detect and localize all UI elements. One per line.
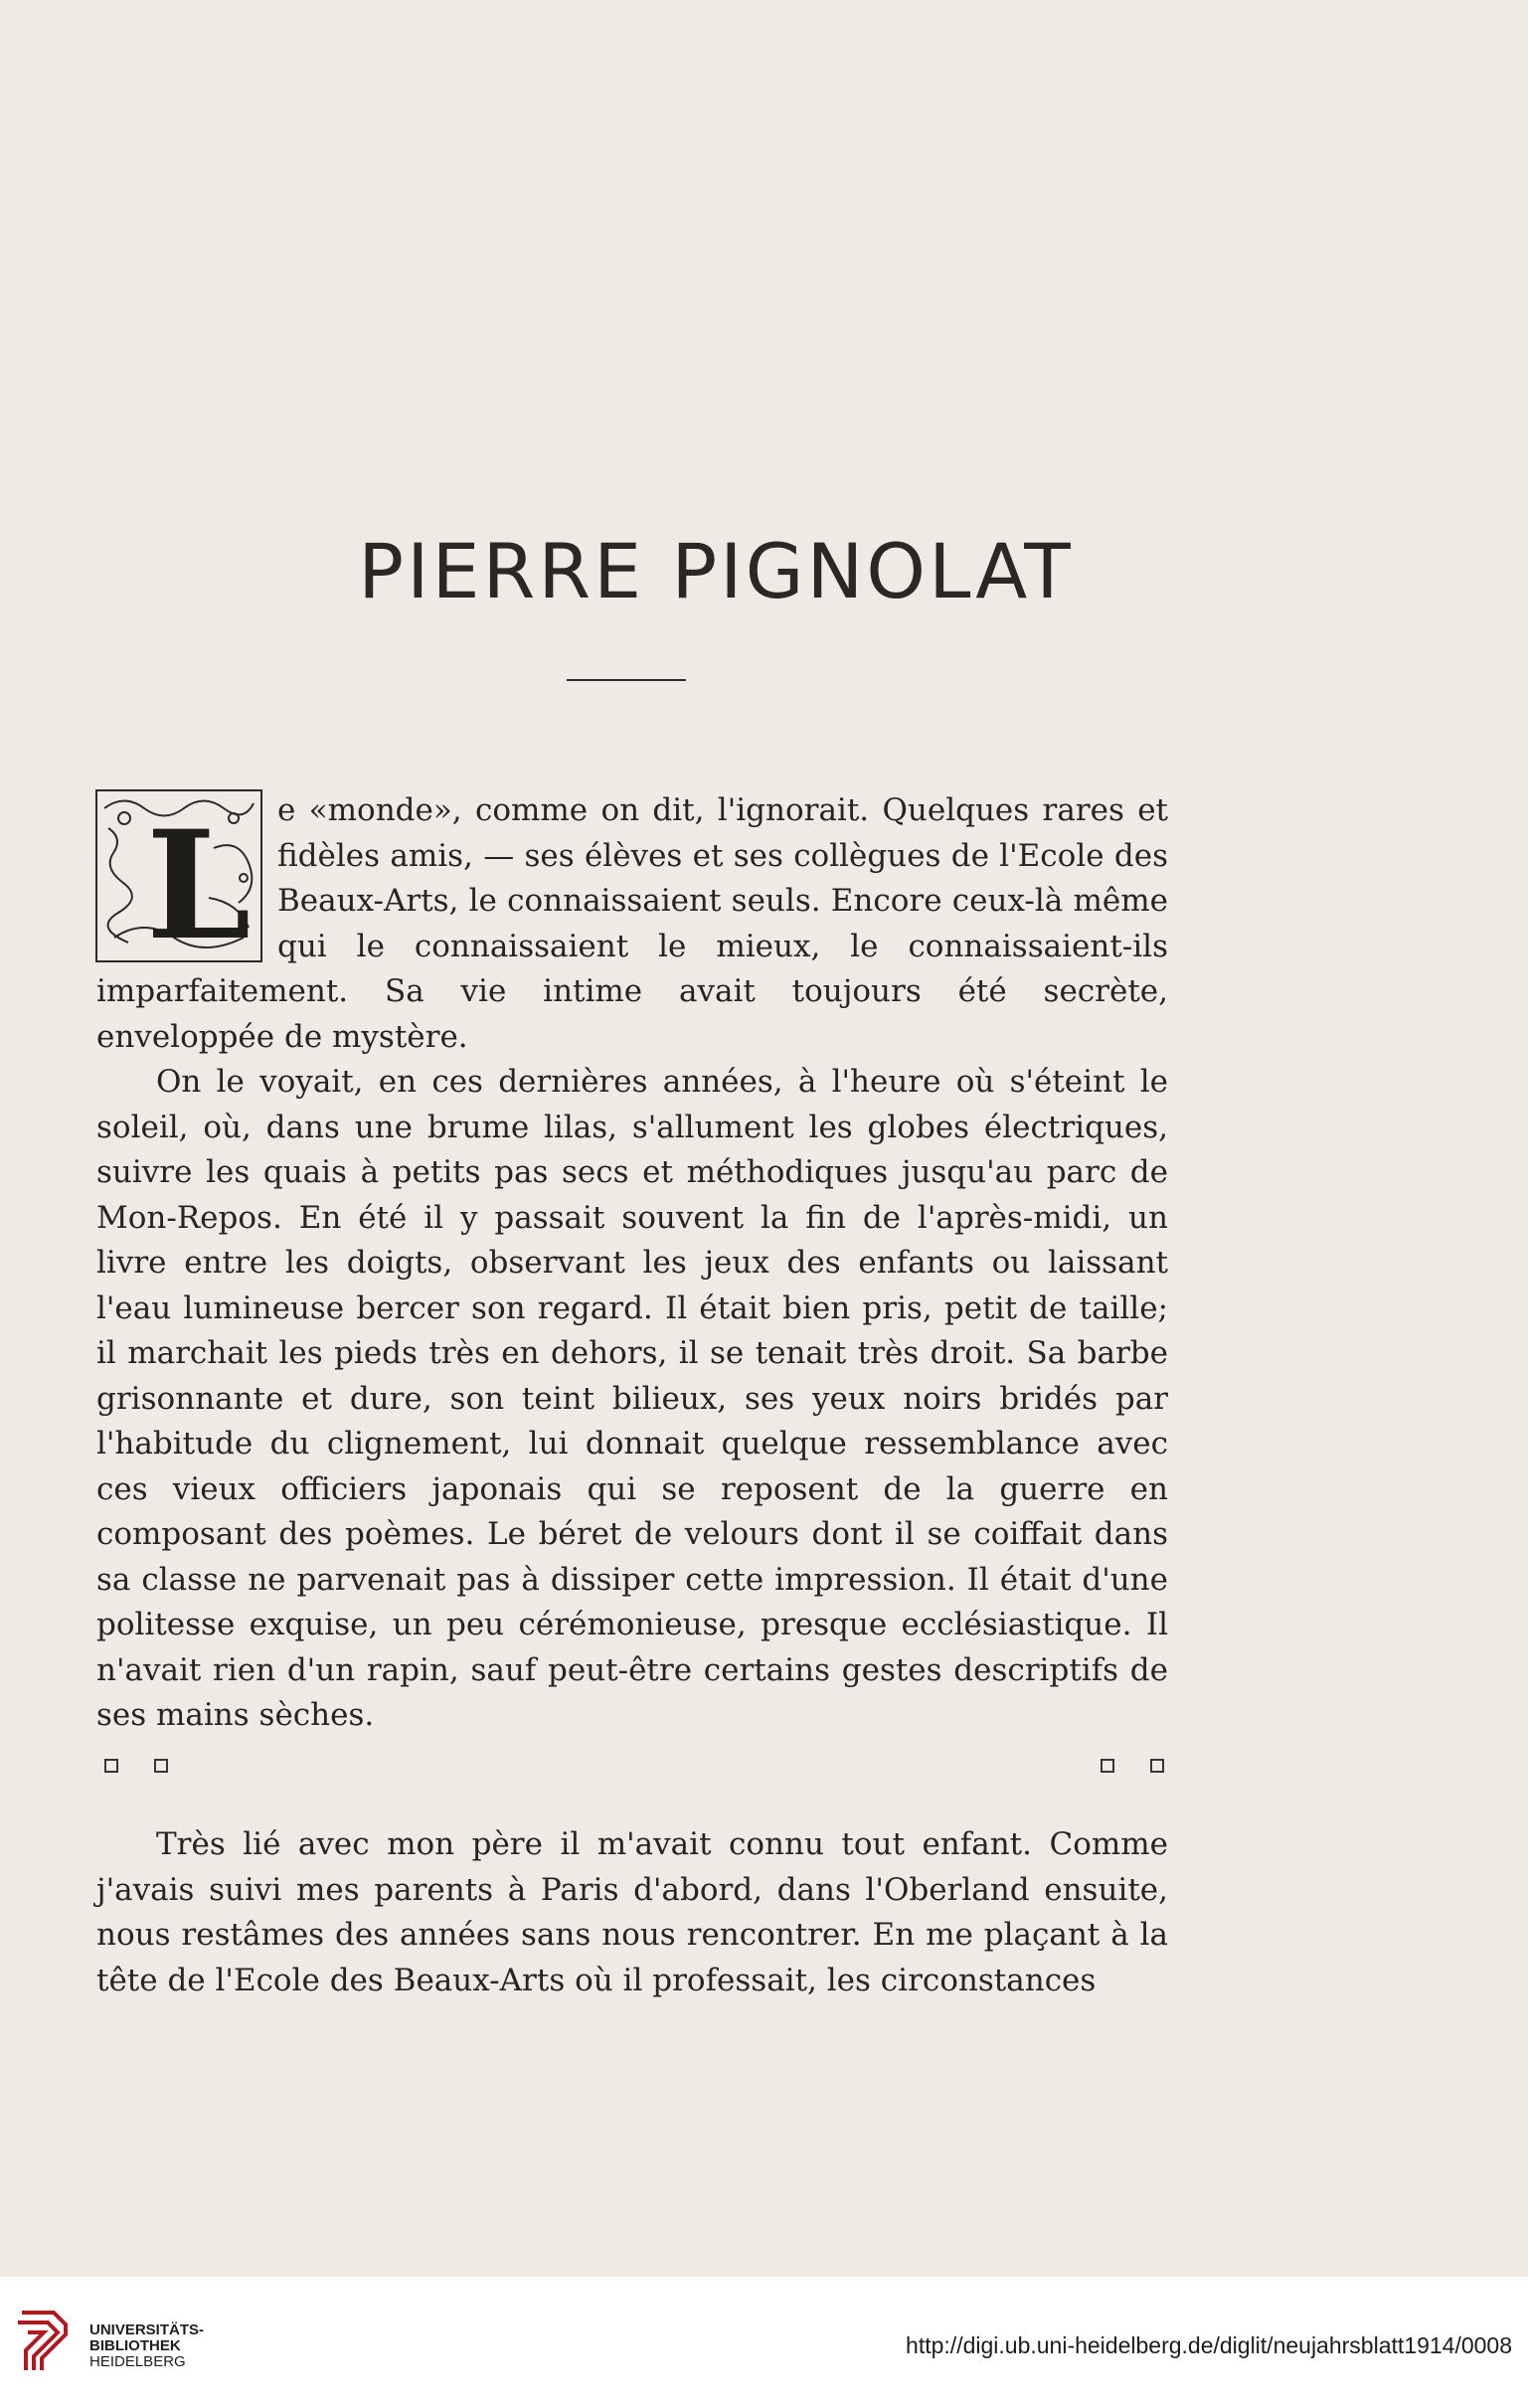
footer-bar	[0, 2277, 1528, 2408]
paragraph-2: On le voyait, en ces dernières années, à l'heure où s'éteint le soleil, où, dans une brume lilas, s'allument les globes électriques, suivre les quais à petits pas secs et méthodiques jusqu'au parc de Mon-Repos. En été il y passait souvent la fin de l'après-midi, un livre entre les doigts, observant les jeux des enfants ou laissant l'eau lumineuse bercer son regard. Il était bien pris, petit de taille; il marchait les pieds très en dehors, il se tenait très droit. Sa barbe grisonnante et dure, son teint bilieux, ses yeux noirs bridés par l'habitude du clignement, lui donnait quelque ressemblance avec ces vieux officiers japonais qui se reposent de la guerre en composant des poèmes. Le béret de velours dont il se coiffait dans sa classe ne parvenait pas à dissiper cette impression. Il était d'une politesse exquise, un peu cérémonieuse, presque ecclésiastique. Il n'avait rien d'un rapin, sauf peut-être certains gestes descriptifs de ses mains sèches.	[96, 1064, 1168, 1733]
ornamental-dropcap-icon	[94, 788, 263, 963]
paragraph-3: Très lié avec mon père il m'avait connu tout enfant. Comme j'avais suivi mes parents à Paris d'abord, dans l'Oberland ensuite, nous restâmes des années sans nous rencontrer. En me plaçant à la tête de l'Ecole des Beaux-Arts où il professait, les circonstances	[96, 1826, 1168, 1998]
library-name-line-3: HEIDELBERG	[89, 2353, 186, 2370]
page-title: PIERRE PIGNOLAT	[358, 527, 1074, 615]
section-separator	[96, 1752, 1168, 1782]
library-name	[89, 2322, 204, 2370]
separator-square-icon	[1101, 1759, 1114, 1773]
separator-square-icon	[154, 1759, 168, 1773]
dropcap-letter: L	[146, 798, 252, 963]
ub-heidelberg-logo-icon	[14, 2305, 76, 2374]
separator-square-icon	[1150, 1759, 1164, 1773]
library-name-line-2: BIBLIOTHEK	[89, 2337, 181, 2354]
paragraph-1-text: e «monde», comme on dit, l'ignorait. Quelques rares et fidèles amis, — ses élèves et ses collègues de l'Ecole des Beaux-Arts, le connaissaient seuls. Encore ceux-là même qui le connaissaient le mieux, le connaissaient-ils imparfaitement. Sa vie intime avait toujours été secrète, enveloppée de mystère.	[96, 792, 1168, 1055]
separator-square-icon	[104, 1759, 118, 1773]
library-name-line-1: UNIVERSITÄTS-	[89, 2322, 205, 2338]
paragraph-1	[96, 788, 1168, 1060]
source-url-link[interactable]: http://digi.ub.uni-heidelberg.de/diglit/neujahrsblatt1914/0008	[906, 2332, 1512, 2358]
title-divider	[567, 679, 686, 681]
